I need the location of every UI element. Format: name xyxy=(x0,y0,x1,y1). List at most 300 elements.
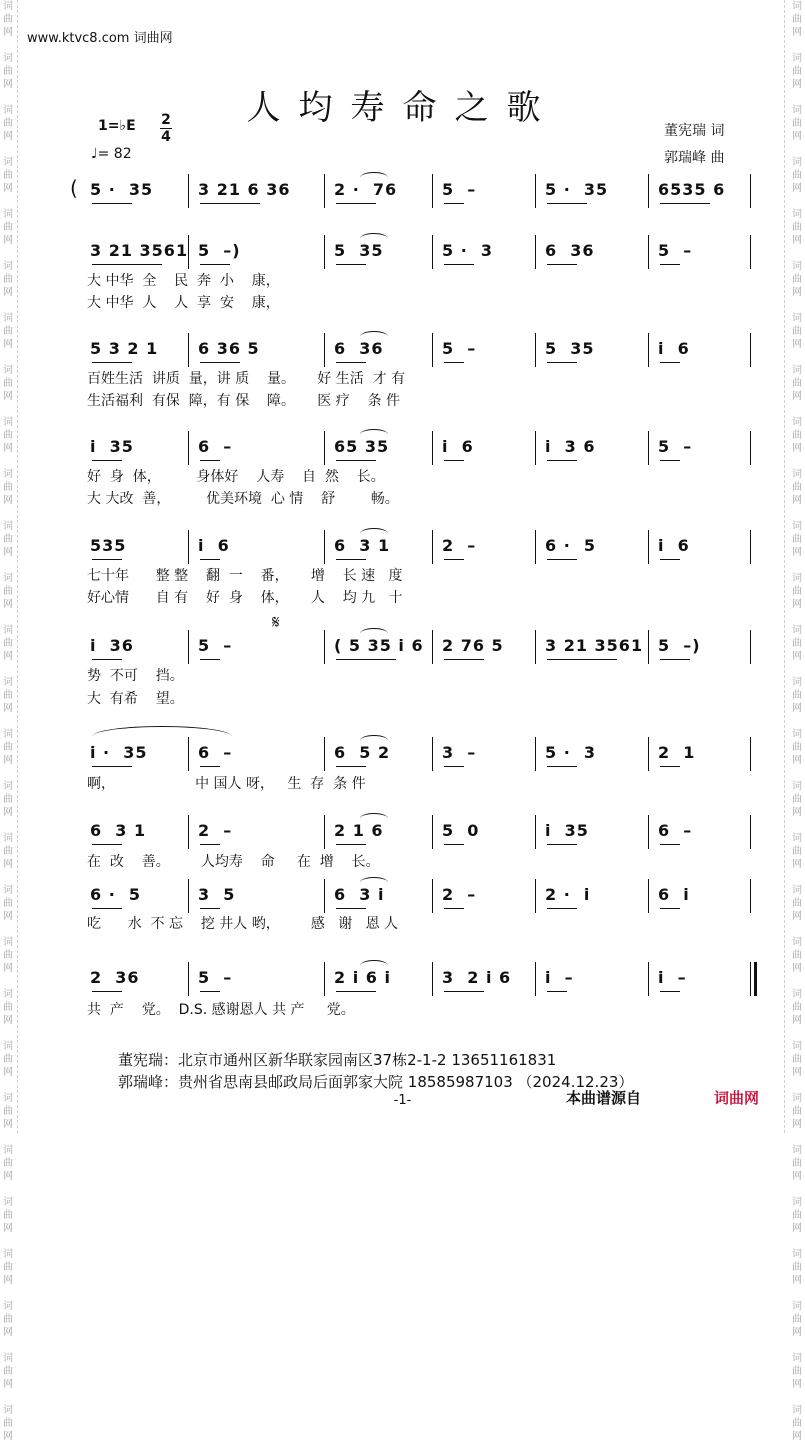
side-watermark-glyph: 网 xyxy=(3,27,13,38)
bar-line xyxy=(648,530,649,564)
beam-line xyxy=(92,908,122,909)
side-watermark-glyph: 网 xyxy=(3,1327,13,1338)
beam-line xyxy=(547,908,577,909)
bar-line xyxy=(750,630,751,664)
side-watermark-glyph: 网 xyxy=(3,391,13,402)
lyric-line: 好 身 体， 身体好 人寿 自 然 长。 xyxy=(87,469,385,485)
measure-notes: 5 35 xyxy=(334,241,384,260)
side-watermark-glyph: 词 xyxy=(3,365,13,376)
staff-system-5 xyxy=(86,530,753,564)
side-watermark-glyph: 词 xyxy=(792,1197,802,1208)
bar-line xyxy=(750,962,757,996)
side-watermark-glyph: 曲 xyxy=(792,1002,802,1013)
side-watermark-glyph: 曲 xyxy=(792,534,802,545)
bar-line xyxy=(648,879,649,913)
composer-credit: 郭瑞峰 曲 xyxy=(664,150,725,166)
beam-line xyxy=(660,203,710,204)
measure-notes: 5 – xyxy=(442,339,477,358)
side-watermark-gap xyxy=(1,1079,15,1092)
beam-line xyxy=(444,766,464,767)
side-watermark-gap xyxy=(1,1027,15,1040)
beam-line xyxy=(336,991,376,992)
measure-notes: 6 · 5 xyxy=(545,536,597,555)
side-watermark-gap xyxy=(1,39,15,52)
beam-line xyxy=(200,766,220,767)
beam-line xyxy=(547,766,577,767)
side-watermark-glyph: 曲 xyxy=(3,690,13,701)
side-watermark-glyph: 曲 xyxy=(3,1262,13,1273)
side-watermark-glyph: 词 xyxy=(792,885,802,896)
side-watermark-gap xyxy=(790,819,804,832)
side-watermark-glyph: 词 xyxy=(792,469,802,480)
side-watermark-glyph: 网 xyxy=(3,859,13,870)
beam-line xyxy=(547,264,577,265)
side-watermark-glyph: 曲 xyxy=(3,482,13,493)
slur-arc xyxy=(360,331,388,342)
bar-line xyxy=(535,737,536,771)
lyric-line: 百姓生活 讲质 量，讲 质 量。 好 生活 才 有 xyxy=(87,371,406,387)
bar-line xyxy=(535,879,536,913)
side-watermark-glyph: 曲 xyxy=(3,1418,13,1429)
side-watermark-glyph: 网 xyxy=(3,911,13,922)
bar-line xyxy=(188,962,189,996)
bar-line xyxy=(188,815,189,849)
measure-notes: 5 – xyxy=(198,636,233,655)
beam-line xyxy=(547,659,617,660)
side-watermark-glyph: 词 xyxy=(3,1,13,12)
side-watermark-gap xyxy=(1,247,15,260)
bar-line xyxy=(535,235,536,269)
bar-line xyxy=(432,174,433,208)
side-watermark-glyph: 网 xyxy=(3,1431,13,1442)
beam-line xyxy=(660,766,680,767)
right-watermark-strip xyxy=(790,0,804,1442)
side-watermark-glyph: 网 xyxy=(792,1275,802,1286)
side-watermark-gap xyxy=(1,871,15,884)
beam-line xyxy=(444,460,464,461)
side-watermark-glyph: 曲 xyxy=(3,274,13,285)
side-watermark-gap xyxy=(1,143,15,156)
slur-arc xyxy=(360,528,388,539)
measure-notes: i – xyxy=(545,968,574,987)
slur-arc xyxy=(360,233,388,244)
beam-line xyxy=(444,908,464,909)
bar-line xyxy=(324,530,325,564)
side-watermark-gap xyxy=(1,507,15,520)
side-watermark-gap xyxy=(1,351,15,364)
bar-line xyxy=(535,530,536,564)
side-watermark-glyph: 曲 xyxy=(792,430,802,441)
side-watermark-gap xyxy=(790,1131,804,1144)
side-watermark-glyph: 网 xyxy=(3,651,13,662)
beam-line xyxy=(444,362,464,363)
slur-arc xyxy=(360,172,388,183)
side-watermark-glyph: 曲 xyxy=(792,326,802,337)
side-watermark-glyph: 网 xyxy=(792,599,802,610)
time-sig-bottom: 4 xyxy=(161,129,171,145)
side-watermark-gap xyxy=(1,1131,15,1144)
side-watermark-glyph: 网 xyxy=(3,599,13,610)
bar-line xyxy=(535,630,536,664)
lyric-line: 势 不可 挡。 xyxy=(87,668,184,684)
beam-line xyxy=(336,362,366,363)
bar-line xyxy=(750,815,751,849)
side-watermark-glyph: 词 xyxy=(3,209,13,220)
side-watermark-glyph: 词 xyxy=(3,677,13,688)
side-watermark-glyph: 词 xyxy=(792,105,802,116)
side-watermark-glyph: 网 xyxy=(792,495,802,506)
side-watermark-glyph: 网 xyxy=(792,1015,802,1026)
side-watermark-glyph: 曲 xyxy=(3,222,13,233)
beam-line xyxy=(547,844,577,845)
bar-line xyxy=(432,962,433,996)
side-watermark-glyph: 曲 xyxy=(3,950,13,961)
measure-notes: 2 – xyxy=(198,821,233,840)
side-watermark-gap xyxy=(790,247,804,260)
side-watermark-glyph: 曲 xyxy=(792,950,802,961)
measure-notes: 6 3 1 xyxy=(90,821,147,840)
beam-line xyxy=(547,203,587,204)
beam-line xyxy=(336,766,366,767)
side-watermark-gap xyxy=(1,923,15,936)
side-watermark-glyph: 词 xyxy=(792,521,802,532)
measure-notes: ( 5 35 i 6 xyxy=(334,636,424,655)
beam-line xyxy=(92,264,162,265)
beam-line xyxy=(336,844,366,845)
bar-line xyxy=(648,815,649,849)
segno-sign: 𝄋 xyxy=(272,612,280,633)
measure-notes: 2 1 xyxy=(658,743,696,762)
side-watermark-glyph: 词 xyxy=(3,989,13,1000)
side-watermark-glyph: 曲 xyxy=(792,1418,802,1429)
beam-line xyxy=(92,362,132,363)
side-watermark-glyph: 曲 xyxy=(3,14,13,25)
measure-notes: 5 –) xyxy=(658,636,701,655)
beam-line xyxy=(660,264,680,265)
side-watermark-glyph: 词 xyxy=(3,1093,13,1104)
beam-line xyxy=(444,203,464,204)
bar-line xyxy=(324,235,325,269)
long-slur-arc xyxy=(92,726,232,747)
side-watermark-glyph: 网 xyxy=(3,443,13,454)
measure-notes: i 6 xyxy=(658,339,690,358)
key-signature: 1=♭E xyxy=(98,118,136,134)
side-watermark-glyph: 词 xyxy=(792,1301,802,1312)
beam-line xyxy=(92,659,122,660)
side-watermark-glyph: 曲 xyxy=(3,326,13,337)
slur-arc xyxy=(360,735,388,746)
side-watermark-gap xyxy=(1,1443,15,1456)
bar-line xyxy=(648,737,649,771)
side-watermark-glyph: 曲 xyxy=(3,1366,13,1377)
side-watermark-gap xyxy=(790,1183,804,1196)
bar-line xyxy=(188,530,189,564)
measure-notes: i 3 6 xyxy=(545,437,596,456)
lyric-line: 大 中华 全 民 奔 小 康， xyxy=(87,273,280,289)
side-watermark-glyph: 网 xyxy=(792,651,802,662)
measure-notes: 3 21 3561 xyxy=(90,241,189,260)
side-watermark-gap xyxy=(790,195,804,208)
side-watermark-gap xyxy=(1,403,15,416)
side-watermark-glyph: 网 xyxy=(3,703,13,714)
measure-notes: 2 36 xyxy=(90,968,140,987)
time-sig-top: 2 xyxy=(161,112,171,128)
left-border-line xyxy=(17,0,18,1133)
bar-line xyxy=(648,333,649,367)
measure-notes: 6 3 1 xyxy=(334,536,391,555)
side-watermark-glyph: 词 xyxy=(3,1301,13,1312)
side-watermark-glyph: 曲 xyxy=(3,118,13,129)
beam-line xyxy=(336,460,376,461)
side-watermark-glyph: 网 xyxy=(792,183,802,194)
bar-line xyxy=(648,630,649,664)
side-watermark-glyph: 词 xyxy=(792,1093,802,1104)
side-watermark-glyph: 曲 xyxy=(3,898,13,909)
side-watermark-glyph: 网 xyxy=(3,807,13,818)
side-watermark-glyph: 词 xyxy=(3,885,13,896)
staff-system-2 xyxy=(86,235,753,269)
side-watermark-glyph: 曲 xyxy=(792,378,802,389)
bar-line xyxy=(432,530,433,564)
side-watermark-glyph: 曲 xyxy=(792,638,802,649)
bar-line xyxy=(750,879,751,913)
side-watermark-glyph: 网 xyxy=(792,79,802,90)
side-watermark-glyph: 曲 xyxy=(792,1106,802,1117)
side-watermark-glyph: 网 xyxy=(792,1223,802,1234)
side-watermark-glyph: 曲 xyxy=(3,534,13,545)
tempo-mark: ♩= 82 xyxy=(91,146,132,162)
beam-line xyxy=(200,203,260,204)
side-watermark-glyph: 词 xyxy=(792,1353,802,1364)
side-watermark-glyph: 词 xyxy=(3,833,13,844)
bar-line xyxy=(188,235,189,269)
beam-line xyxy=(444,659,484,660)
side-watermark-glyph: 网 xyxy=(792,547,802,558)
side-watermark-glyph: 网 xyxy=(3,963,13,974)
bar-line xyxy=(324,431,325,465)
side-watermark-glyph: 曲 xyxy=(3,742,13,753)
measure-notes: 3 21 3561 xyxy=(545,636,644,655)
side-watermark-glyph: 词 xyxy=(3,261,13,272)
measure-notes: 2 1 6 xyxy=(334,821,384,840)
side-watermark-gap xyxy=(790,975,804,988)
measure-notes: 2 – xyxy=(442,536,477,555)
bar-line xyxy=(188,431,189,465)
side-watermark-gap xyxy=(790,351,804,364)
side-watermark-glyph: 网 xyxy=(792,287,802,298)
bar-line xyxy=(432,333,433,367)
side-watermark-glyph: 词 xyxy=(3,521,13,532)
side-watermark-gap xyxy=(790,507,804,520)
side-watermark-glyph: 词 xyxy=(3,1405,13,1416)
bar-line xyxy=(324,879,325,913)
side-watermark-glyph: 网 xyxy=(792,1067,802,1078)
measure-notes: 6 – xyxy=(658,821,693,840)
slur-arc xyxy=(360,813,388,824)
side-watermark-glyph: 网 xyxy=(3,547,13,558)
bar-line xyxy=(535,815,536,849)
side-watermark-gap xyxy=(790,767,804,780)
slur-arc xyxy=(360,877,388,888)
measure-notes: 6 – xyxy=(198,743,233,762)
side-watermark-gap xyxy=(1,1235,15,1248)
side-watermark-glyph: 词 xyxy=(792,989,802,1000)
measure-notes: 5 · 3 xyxy=(545,743,597,762)
side-watermark-glyph: 曲 xyxy=(792,118,802,129)
lyric-line: 啊， 中 国人 呀， 生 存 条 件 xyxy=(87,776,366,792)
bar-line xyxy=(648,174,649,208)
bar-line xyxy=(535,962,536,996)
measure-notes: i 6 xyxy=(198,536,230,555)
side-watermark-glyph: 曲 xyxy=(792,1158,802,1169)
side-watermark-glyph: 词 xyxy=(3,937,13,948)
side-watermark-glyph: 曲 xyxy=(3,1002,13,1013)
side-watermark-glyph: 网 xyxy=(792,859,802,870)
side-watermark-glyph: 曲 xyxy=(792,846,802,857)
measure-notes: 2 76 5 xyxy=(442,636,504,655)
measure-notes: 3 2 i 6 xyxy=(442,968,512,987)
side-watermark-glyph: 词 xyxy=(792,157,802,168)
side-watermark-glyph: 词 xyxy=(792,209,802,220)
side-watermark-glyph: 词 xyxy=(792,1145,802,1156)
side-watermark-glyph: 词 xyxy=(3,157,13,168)
beam-line xyxy=(336,908,366,909)
staff-system-6 xyxy=(86,630,753,664)
side-watermark-gap xyxy=(1,1287,15,1300)
side-watermark-glyph: 曲 xyxy=(3,1054,13,1065)
beam-line xyxy=(547,991,567,992)
side-watermark-glyph: 词 xyxy=(792,1041,802,1052)
source-site: 词曲网 xyxy=(714,1089,760,1107)
measure-notes: 6 36 xyxy=(334,339,384,358)
staff-system-3 xyxy=(86,333,753,367)
side-watermark-glyph: 词 xyxy=(792,1405,802,1416)
beam-line xyxy=(92,766,132,767)
lyric-line: 吃 水 不 忘 挖 井人 哟， 感 谢 恩 人 xyxy=(87,916,399,932)
side-watermark-gap xyxy=(1,195,15,208)
site-watermark: www.ktvc8.com 词曲网 xyxy=(27,31,173,46)
bar-line xyxy=(648,235,649,269)
repeat-paren: ( xyxy=(70,176,79,200)
lyric-line: 大 大改 善， 优美环境 心 情 舒 畅。 xyxy=(87,491,399,507)
side-watermark-gap xyxy=(790,559,804,572)
side-watermark-glyph: 词 xyxy=(3,573,13,584)
lyric-line: 好心情 自 有 好 身 体， 人 均 九 十 xyxy=(87,590,403,606)
beam-line xyxy=(200,659,220,660)
source-label: 本曲谱源自 xyxy=(566,1089,642,1107)
bar-line xyxy=(750,235,751,269)
side-watermark-glyph: 曲 xyxy=(792,482,802,493)
side-watermark-glyph: 网 xyxy=(792,391,802,402)
side-watermark-gap xyxy=(790,455,804,468)
measure-notes: 6535 6 xyxy=(658,180,726,199)
side-watermark-gap xyxy=(1,1391,15,1404)
measure-notes: 3 5 xyxy=(198,885,236,904)
measure-notes: 6 3 i xyxy=(334,885,385,904)
side-watermark-glyph: 网 xyxy=(792,1119,802,1130)
side-watermark-gap xyxy=(790,871,804,884)
measure-notes: 5 –) xyxy=(198,241,241,260)
beam-line xyxy=(200,844,220,845)
bar-line xyxy=(324,333,325,367)
side-watermark-glyph: 词 xyxy=(3,53,13,64)
measure-notes: 5 · 35 xyxy=(90,180,154,199)
beam-line xyxy=(200,991,220,992)
beam-line xyxy=(336,659,396,660)
side-watermark-glyph: 词 xyxy=(792,1249,802,1260)
side-watermark-glyph: 网 xyxy=(3,1015,13,1026)
beam-line xyxy=(547,460,577,461)
side-watermark-glyph: 词 xyxy=(792,365,802,376)
bar-line xyxy=(432,235,433,269)
side-watermark-glyph: 词 xyxy=(3,469,13,480)
measure-notes: 65 35 xyxy=(334,437,390,456)
bar-line xyxy=(188,630,189,664)
measure-notes: 2 i 6 i xyxy=(334,968,391,987)
measure-notes: i – xyxy=(658,968,687,987)
beam-line xyxy=(92,203,132,204)
side-watermark-glyph: 词 xyxy=(3,1249,13,1260)
song-title: 人均寿命之歌 xyxy=(246,88,559,128)
beam-line xyxy=(336,559,366,560)
beam-line xyxy=(660,908,680,909)
beam-line xyxy=(336,264,366,265)
side-watermark-glyph: 曲 xyxy=(3,638,13,649)
side-watermark-glyph: 曲 xyxy=(3,1314,13,1325)
measure-notes: i 36 xyxy=(90,636,134,655)
measure-notes: i 6 xyxy=(442,437,474,456)
side-watermark-glyph: 网 xyxy=(3,235,13,246)
side-watermark-glyph: 词 xyxy=(792,937,802,948)
side-watermark-glyph: 词 xyxy=(3,1041,13,1052)
measure-notes: 6 36 xyxy=(545,241,595,260)
side-watermark-glyph: 曲 xyxy=(792,690,802,701)
beam-line xyxy=(547,559,577,560)
side-watermark-glyph: 网 xyxy=(3,79,13,90)
staff-system-4 xyxy=(86,431,753,465)
side-watermark-gap xyxy=(1,767,15,780)
side-watermark-gap xyxy=(790,299,804,312)
staff-system-9 xyxy=(86,879,753,913)
beam-line xyxy=(200,559,220,560)
side-watermark-gap xyxy=(790,663,804,676)
time-signature xyxy=(160,112,172,145)
bar-line xyxy=(324,174,325,208)
side-watermark-glyph: 曲 xyxy=(3,1158,13,1169)
lyric-line: 在 改 善。 人均寿 命 在 增 长。 xyxy=(87,854,380,870)
lyric-line: 七十年 整 整 翻 一 番， 增 长 速 度 xyxy=(87,568,403,584)
side-watermark-glyph: 网 xyxy=(792,755,802,766)
side-watermark-gap xyxy=(1,559,15,572)
side-watermark-glyph: 词 xyxy=(792,573,802,584)
bar-line xyxy=(188,174,189,208)
side-watermark-glyph: 词 xyxy=(3,1145,13,1156)
measure-notes: i 35 xyxy=(90,437,134,456)
measure-notes: 6 5 2 xyxy=(334,743,391,762)
right-border-line xyxy=(784,0,785,1133)
measure-notes: 2 – xyxy=(442,885,477,904)
side-watermark-glyph: 词 xyxy=(792,53,802,64)
lyric-line: 生活福利 有保 障，有 保 障。 医 疗 条 件 xyxy=(87,393,401,409)
side-watermark-glyph: 网 xyxy=(3,339,13,350)
side-watermark-gap xyxy=(790,39,804,52)
side-watermark-gap xyxy=(790,403,804,416)
side-watermark-glyph: 词 xyxy=(3,781,13,792)
bar-line xyxy=(432,431,433,465)
bar-line xyxy=(432,879,433,913)
beam-line xyxy=(200,460,220,461)
bar-line xyxy=(324,630,325,664)
